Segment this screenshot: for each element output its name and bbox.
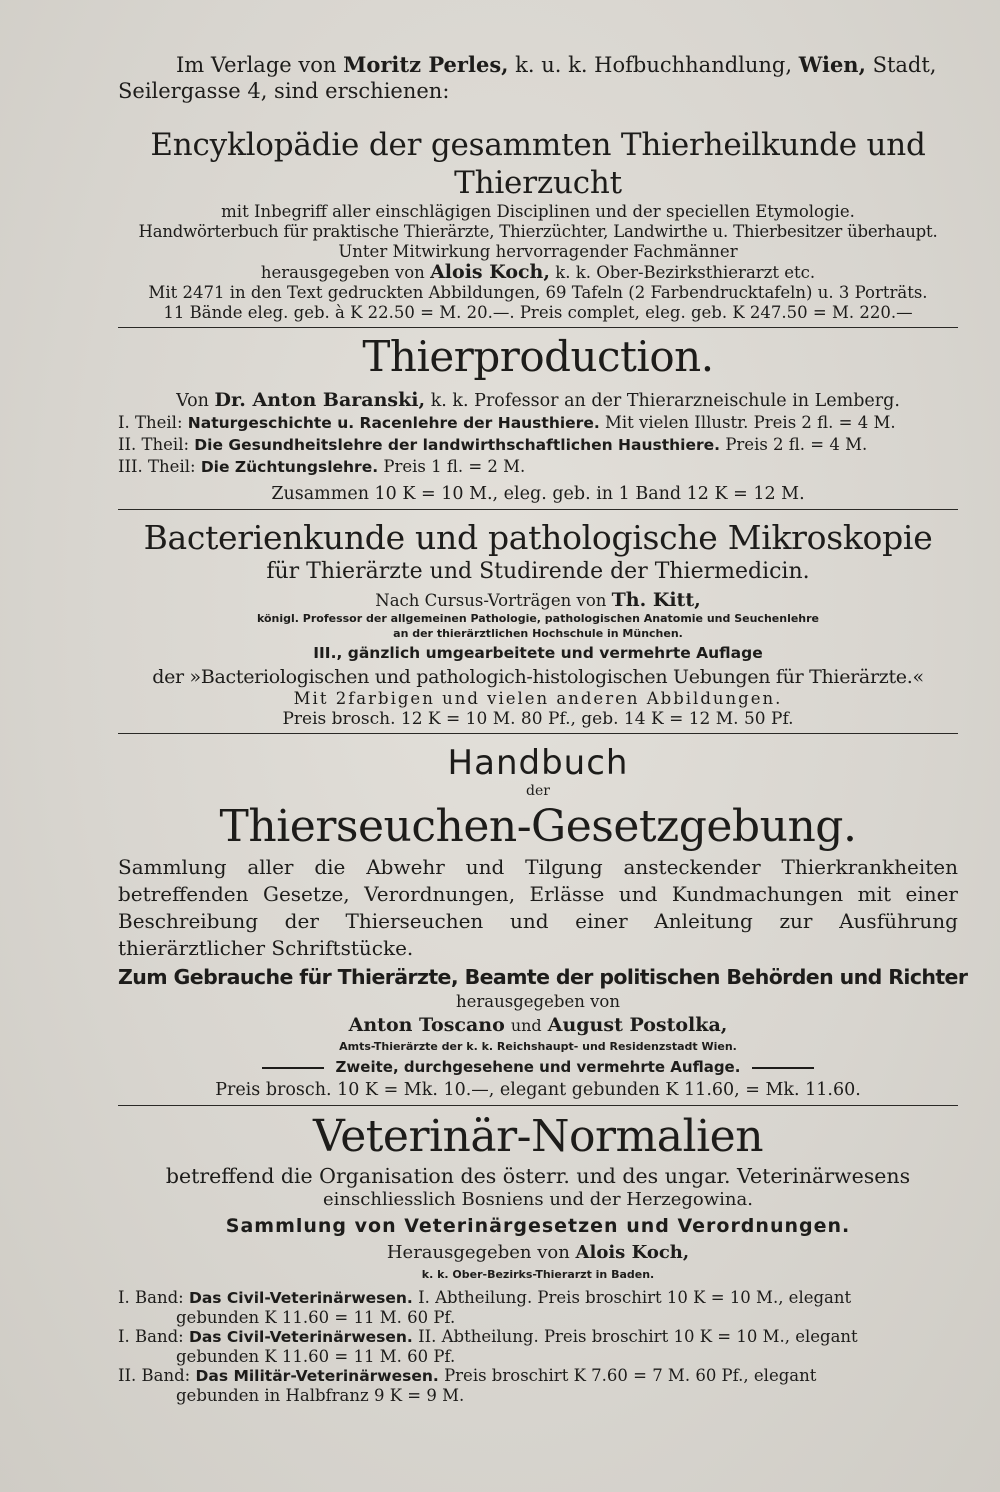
handbuch-audience: Zum Gebrauche für Thierärzte, Beamte der politischen Behörden und Richter bbox=[118, 965, 968, 989]
editor-prefix: Herausgegeben von bbox=[386, 1242, 570, 1263]
veterinaer-band bbox=[118, 1327, 958, 1366]
band-price: gebunden K 11.60 = 11 M. 60 Pf. bbox=[176, 1347, 456, 1366]
bacterien-edition: III., gänzlich umgearbeitete und vermehrte Auflage bbox=[313, 644, 763, 662]
band-number: I. Band: bbox=[118, 1288, 184, 1307]
part-price: Preis 1 fl. = 2 M. bbox=[383, 457, 526, 476]
band-price: I. Abtheilung. Preis broschirt 10 K = 10 M., elegant bbox=[418, 1288, 852, 1307]
editor-name: August Postolka, bbox=[547, 1014, 728, 1036]
handbuch-main-title: Thierseuchen-Gesetzgebung. bbox=[219, 801, 857, 852]
band-number: II. Band: bbox=[118, 1366, 191, 1385]
editor-name: Anton Toscano bbox=[348, 1014, 505, 1036]
intro-text: Stadt, bbox=[872, 53, 937, 77]
publisher-name: Moritz Perles, bbox=[343, 52, 509, 77]
editor-prefix: herausgegeben von bbox=[260, 263, 425, 282]
encyclopedia-title: Encyklopädie der gesammten Thierheilkunde und Thierzucht bbox=[150, 127, 926, 201]
veterinaer-collection: Sammlung von Veterinärgesetzen und Verordnungen. bbox=[225, 1215, 851, 1237]
part-title: Die Gesundheitslehre der landwirthschaftlichen Hausthiere. bbox=[194, 436, 721, 454]
band-line bbox=[118, 1327, 958, 1347]
author-affiliation: an der thierärztlichen Hochschule in München. bbox=[393, 627, 683, 640]
author-title: k. k. Professor an der Thierarzneischule in Lemberg. bbox=[430, 391, 900, 411]
divider bbox=[118, 1105, 958, 1106]
divider bbox=[118, 733, 958, 734]
band-title: Das Civil-Veterinärwesen. bbox=[188, 1289, 413, 1307]
band-title: Das Militär-Veterinärwesen. bbox=[195, 1367, 439, 1385]
encyclopedia-ad bbox=[118, 126, 958, 323]
conjunction: und bbox=[510, 1016, 542, 1035]
thierproduction-part bbox=[118, 434, 958, 456]
part-price: Preis 2 fl. = 4 M. bbox=[725, 435, 868, 454]
editor-affiliation: k. k. Ober-Bezirks-Thierarzt in Baden. bbox=[421, 1268, 655, 1281]
part-title: Naturgeschichte u. Racenlehre der Hausthiere. bbox=[187, 414, 600, 432]
veterinaer-title: Veterinär-Normalien bbox=[312, 1111, 764, 1162]
bacterien-line: der »Bacteriologischen und pathologich-histologischen Uebungen für Thierärzte.« bbox=[152, 666, 924, 688]
encyclopedia-line: Handwörterbuch für praktische Thierärzte, Thierzüchter, Landwirthe u. Thierbesitzer überhaupt. bbox=[138, 222, 938, 241]
bacterien-price: Preis brosch. 12 K = 10 M. 80 Pf., geb. 14 K = 12 M. 50 Pf. bbox=[282, 709, 794, 729]
band-price: Preis broschirt K 7.60 = 7 M. 60 Pf., elegant bbox=[444, 1366, 817, 1385]
veterinaer-line: betreffend die Organisation des österr. und des ungar. Veterinärwesens bbox=[165, 1164, 911, 1188]
band-price: II. Abtheilung. Preis broschirt 10 K = 10 M., elegant bbox=[418, 1327, 858, 1346]
author-prefix: Von bbox=[176, 391, 209, 411]
editor-name: Alois Koch, bbox=[430, 261, 550, 283]
part-number: I. Theil: bbox=[118, 413, 183, 432]
part-number: III. Theil: bbox=[118, 457, 196, 476]
thierproduction-part bbox=[118, 412, 958, 434]
handbuch-description: Sammlung aller die Abwehr und Tilgung ansteckender Thierkrankheiten betreffenden Gesetze, Verordnungen, Erlässe und Kundmachungen mit einer Beschreibung der Thierseuchen und einer Anleitung zur Ausführung thierärztlicher Schriftstücke. bbox=[118, 855, 958, 960]
bacterien-subtitle: für Thierärzte und Studirende der Thiermedicin. bbox=[266, 559, 810, 584]
bacterien-line: Mit 2farbigen und vielen anderen Abbildungen. bbox=[293, 689, 783, 708]
publisher-city: Wien, bbox=[798, 52, 866, 77]
part-price: Mit vielen Illustr. Preis 2 fl. = 4 M. bbox=[604, 413, 896, 432]
author-name: Dr. Anton Baranski, bbox=[214, 389, 426, 411]
decorative-rule bbox=[262, 1067, 324, 1069]
bacterien-title: Bacterienkunde und pathologische Mikroskopie bbox=[143, 518, 933, 557]
author-name: Th. Kitt, bbox=[611, 589, 701, 611]
encyclopedia-line: Unter Mitwirkung hervorragender Fachmänner bbox=[338, 242, 738, 261]
editor-prefix: herausgegeben von bbox=[456, 992, 620, 1011]
veterinaer-line: einschliesslich Bosniens und der Herzegowina. bbox=[323, 1189, 753, 1210]
band-line bbox=[118, 1366, 958, 1386]
thierproduction-author-line bbox=[118, 390, 958, 412]
thierproduction-part bbox=[118, 456, 958, 478]
band-line bbox=[118, 1288, 958, 1308]
thierproduction-ad bbox=[118, 332, 958, 505]
handbuch-editors bbox=[118, 1012, 958, 1039]
divider bbox=[118, 509, 958, 510]
divider bbox=[118, 327, 958, 328]
intro-line-1 bbox=[118, 52, 958, 78]
handbuch-title: Handbuch bbox=[447, 743, 629, 783]
part-number: II. Theil: bbox=[118, 435, 190, 454]
publisher-intro bbox=[118, 52, 958, 104]
editor-name: Alois Koch, bbox=[575, 1242, 690, 1263]
veterinaer-ad bbox=[118, 1110, 958, 1405]
handbuch-der: der bbox=[526, 783, 550, 799]
band-number: I. Band: bbox=[118, 1327, 184, 1346]
band-title: Das Civil-Veterinärwesen. bbox=[188, 1328, 413, 1346]
editor-title: k. k. Ober-Bezirksthierarzt etc. bbox=[555, 263, 816, 282]
encyclopedia-line: Mit 2471 in den Text gedruckten Abbildungen, 69 Tafeln (2 Farbendrucktafeln) u. 3 Porträts. bbox=[148, 283, 928, 302]
veterinaer-band bbox=[118, 1366, 958, 1405]
bacterien-author-line bbox=[118, 590, 958, 611]
thierproduction-total: Zusammen 10 K = 10 M., eleg. geb. in 1 Band 12 K = 12 M. bbox=[271, 484, 805, 504]
bacterien-ad bbox=[118, 518, 958, 729]
encyclopedia-line: mit Inbegriff aller einschlägigen Disciplinen und der speciellen Etymologie. bbox=[221, 202, 855, 221]
handbuch-price: Preis brosch. 10 K = Mk. 10.—, elegant gebunden K 11.60, = Mk. 11.60. bbox=[215, 1080, 861, 1100]
band-price: gebunden K 11.60 = 11 M. 60 Pf. bbox=[176, 1308, 456, 1327]
veterinaer-editor-line bbox=[118, 1240, 958, 1266]
handbuch-edition-line bbox=[118, 1054, 958, 1080]
intro-text: Im Verlage von bbox=[176, 53, 337, 77]
intro-line-2: Seilergasse 4, sind erschienen: bbox=[118, 79, 450, 103]
handbuch-ad bbox=[118, 743, 968, 1101]
veterinaer-band bbox=[118, 1288, 958, 1327]
author-prefix: Nach Cursus-Vorträgen von bbox=[375, 591, 607, 610]
thierproduction-title: Thierproduction. bbox=[362, 332, 714, 381]
band-price: gebunden in Halbfranz 9 K = 9 M. bbox=[176, 1386, 465, 1405]
handbuch-edition: Zweite, durchgesehene und vermehrte Auflage. bbox=[335, 1058, 741, 1076]
encyclopedia-price: 11 Bände eleg. geb. à K 22.50 = M. 20.—. Preis complet, eleg. geb. K 247.50 = M. 220.— bbox=[163, 303, 913, 322]
author-affiliation: königl. Professor der allgemeinen Pathologie, pathologischen Anatomie und Seuchenlehre bbox=[256, 612, 820, 625]
encyclopedia-editor-line bbox=[118, 262, 958, 283]
intro-text: k. u. k. Hofbuchhandlung, bbox=[515, 53, 793, 77]
editor-affiliation: Amts-Thierärzte der k. k. Reichshaupt- und Residenzstadt Wien. bbox=[339, 1040, 737, 1053]
decorative-rule bbox=[752, 1067, 814, 1069]
part-title: Die Züchtungslehre. bbox=[200, 458, 379, 476]
